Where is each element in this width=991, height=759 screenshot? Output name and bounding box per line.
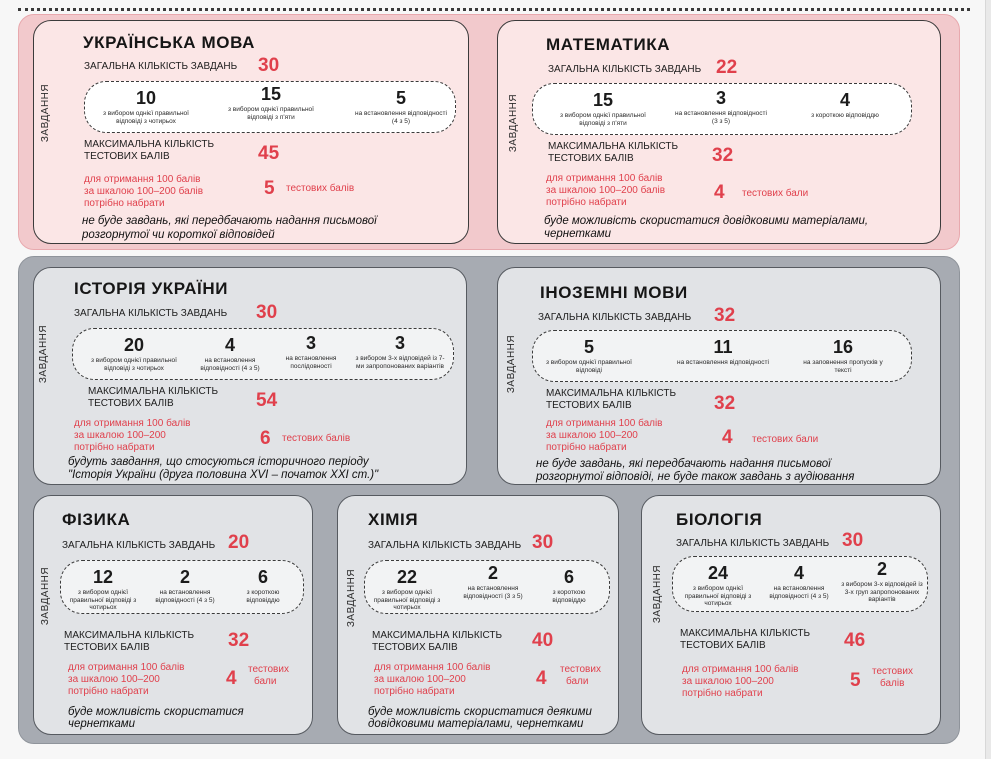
required-points-value: 6 [260, 428, 271, 449]
requirement-line-2: за шкалою 100–200 [682, 676, 774, 687]
note-line-2: "Історія України (друга половина XVI – початок XXI ст.)" [68, 469, 379, 481]
card-title: ФІЗИКА [62, 510, 131, 529]
task-type-item: 24 з вибором однієї правильної відповіді з чотирьох [684, 563, 752, 607]
tasks-vertical-label: ЗАВДАННЯ [506, 334, 517, 394]
required-points-unit: тестових балів [282, 433, 351, 444]
required-points-value: 5 [850, 670, 861, 691]
task-type-item: 11 на встановлення відповідності [677, 337, 769, 366]
total-tasks-value: 32 [714, 305, 736, 326]
max-points-label-1: МАКСИМАЛЬНА КІЛЬКІСТЬ [88, 386, 219, 397]
requirement-line-1: для отримання 100 балів [68, 662, 185, 673]
page-edge [985, 0, 991, 759]
total-tasks-value: 30 [842, 530, 864, 551]
requirement-line-3: потрібно набрати [74, 442, 155, 453]
card-chemistry [337, 495, 619, 735]
card-mathematics [497, 20, 941, 244]
note-line-2: довідковими матеріалами, чернетками [368, 718, 584, 730]
requirement-line-3: потрібно набрати [546, 197, 627, 208]
required-points-unit-1: тестових [872, 666, 913, 677]
total-tasks-label: ЗАГАЛЬНА КІЛЬКІСТЬ ЗАВДАНЬ [538, 312, 692, 323]
max-points-label-1: МАКСИМАЛЬНА КІЛЬКІСТЬ [680, 628, 811, 639]
required-points-unit: тестових балів [286, 183, 355, 194]
required-points-unit-1: тестових [248, 664, 289, 675]
task-type-item: 4 на встановлення відповідності (4 з 5) [769, 563, 829, 600]
required-points-unit: тестових бали [752, 434, 819, 445]
note-line-2: розгорнутої відповіді, не буде також завдань з аудіювання [536, 471, 855, 483]
requirement-line-1: для отримання 100 балів [84, 174, 201, 185]
requirement-line-1: для отримання 100 балів [374, 662, 491, 673]
total-tasks-label: ЗАГАЛЬНА КІЛЬКІСТЬ ЗАВДАНЬ [676, 538, 830, 549]
task-type-item: 3 на встановлення послідовності [285, 333, 337, 370]
task-types-pill [72, 328, 454, 380]
max-points-label-2: ТЕСТОВИХ БАЛІВ [680, 640, 766, 651]
note-line-1: буде можливість скористатися деякими [368, 706, 592, 718]
card-title: БІОЛОГІЯ [676, 510, 763, 529]
task-types-pill [364, 560, 610, 614]
requirement-line-1: для отримання 100 балів [74, 418, 191, 429]
card-history-of-ukraine [33, 267, 467, 485]
max-points-label-2: ТЕСТОВИХ БАЛІВ [548, 153, 634, 164]
total-tasks-value: 22 [716, 57, 738, 78]
card-physics [33, 495, 313, 735]
tasks-vertical-label: ЗАВДАННЯ [38, 324, 49, 384]
tasks-vertical-label: ЗАВДАННЯ [40, 83, 51, 143]
requirement-line-3: потрібно набрати [84, 198, 165, 209]
max-points-label-1: МАКСИМАЛЬНА КІЛЬКІСТЬ [64, 630, 195, 641]
total-tasks-value: 30 [532, 532, 554, 553]
total-tasks-label: ЗАГАЛЬНА КІЛЬКІСТЬ ЗАВДАНЬ [74, 308, 228, 319]
note-line-1: не буде завдань, які передбачають надання письмової [536, 458, 831, 470]
total-tasks-label: ЗАГАЛЬНА КІЛЬКІСТЬ ЗАВДАНЬ [84, 61, 238, 72]
max-points-label-2: ТЕСТОВИХ БАЛІВ [372, 642, 458, 653]
total-tasks-value: 30 [256, 302, 278, 323]
max-points-value: 40 [532, 630, 554, 651]
card-title: ІНОЗЕМНІ МОВИ [540, 283, 688, 302]
task-types-pill [84, 81, 456, 133]
requirement-line-2: за шкалою 100–200 [374, 674, 466, 685]
requirement-line-2: за шкалою 100–200 [68, 674, 160, 685]
max-points-label-1: МАКСИМАЛЬНА КІЛЬКІСТЬ [546, 388, 677, 399]
task-type-item: 5 на встановлення відповідності (4 з 5) [355, 88, 447, 125]
card-title: УКРАЇНСЬКА МОВА [83, 33, 256, 52]
max-points-value: 54 [256, 390, 278, 411]
note-line-2: чернетками [544, 228, 612, 240]
note-line-2: розгорнутої чи короткої відповідей [82, 229, 275, 241]
total-tasks-value: 30 [258, 55, 280, 76]
requirement-line-3: потрібно набрати [374, 686, 455, 697]
required-points-unit-2: бали [254, 676, 277, 687]
tasks-vertical-label: ЗАВДАННЯ [40, 566, 51, 626]
task-types-pill [60, 560, 304, 614]
max-points-label-2: ТЕСТОВИХ БАЛІВ [84, 151, 170, 162]
task-type-item: 22 з вибором однієї правильної відповіді з чотирьох [373, 567, 441, 611]
max-points-value: 32 [714, 393, 736, 414]
task-type-item: 15 з вибором однієї правильної відповіді з п'яти [560, 90, 646, 127]
card-title: МАТЕМАТИКА [546, 35, 671, 54]
task-type-item: 5 з вибором однієї правильної відповіді [546, 337, 632, 374]
max-points-value: 46 [844, 630, 866, 651]
max-points-value: 45 [258, 143, 280, 164]
task-type-item: 6 з короткою відповіддю [552, 567, 586, 604]
total-tasks-label: ЗАГАЛЬНА КІЛЬКІСТЬ ЗАВДАНЬ [62, 540, 216, 551]
note-line-1: не буде завдань, які передбачають надання письмової [82, 215, 377, 227]
max-points-label-1: МАКСИМАЛЬНА КІЛЬКІСТЬ [548, 141, 679, 152]
required-points-value: 4 [722, 427, 733, 448]
requirement-line-2: за шкалою 100–200 [546, 430, 638, 441]
required-points-unit: тестових бали [742, 188, 809, 199]
max-points-value: 32 [228, 630, 250, 651]
note-line-1: буде можливість скористатися [68, 706, 244, 718]
requirement-line-3: потрібно набрати [68, 686, 149, 697]
required-points-unit-2: бали [566, 676, 589, 687]
requirement-line-2: за шкалою 100–200 балів [546, 185, 666, 196]
max-points-label-1: МАКСИМАЛЬНА КІЛЬКІСТЬ [84, 139, 215, 150]
card-title: ХІМІЯ [368, 510, 419, 529]
task-type-item: 15 з вибором однієї правильної відповіді з п'яти [228, 84, 314, 121]
task-type-item: 16 на заповнення пропусків у тексті [803, 337, 883, 374]
required-points-value: 5 [264, 178, 275, 199]
card-ukrainian-language [33, 20, 469, 244]
total-tasks-label: ЗАГАЛЬНА КІЛЬКІСТЬ ЗАВДАНЬ [548, 64, 702, 75]
task-type-item: 10 з вибором однієї правильної відповіді з чотирьох [103, 88, 189, 125]
note-line-2: чернетками [68, 718, 136, 730]
required-points-value: 4 [536, 668, 547, 689]
requirement-line-1: для отримання 100 балів [546, 173, 663, 184]
requirement-line-3: потрібно набрати [682, 688, 763, 699]
task-type-item: 3 з вибором 3-х відповідей із 7-ми запропонованих варіантів [355, 333, 445, 370]
max-points-label-2: ТЕСТОВИХ БАЛІВ [64, 642, 150, 653]
max-points-value: 32 [712, 145, 734, 166]
required-points-unit-1: тестових [560, 664, 601, 675]
task-type-item: 20 з вибором однієї правильної відповіді з чотирьох [91, 335, 177, 372]
tasks-vertical-label: ЗАВДАННЯ [652, 564, 663, 624]
task-types-pill [532, 83, 912, 135]
required-points-unit-2: балів [880, 678, 905, 689]
requirement-line-2: за шкалою 100–200 [74, 430, 166, 441]
task-type-item: 2 на встановлення відповідності (4 з 5) [155, 567, 215, 604]
task-types-pill [532, 330, 912, 382]
task-type-item: 4 з короткою відповіддю [811, 90, 879, 119]
task-type-item: 2 з вибором 3-х відповідей із 3-х груп запропонованих варіантів [841, 559, 923, 603]
task-type-item: 6 з короткою відповіддю [246, 567, 280, 604]
task-type-item: 12 з вибором однієї правильної відповіді з чотирьох [69, 567, 137, 611]
card-foreign-languages [497, 267, 941, 485]
total-tasks-value: 20 [228, 532, 250, 553]
note-line-1: будуть завдання, що стосуються історичного періоду [68, 456, 369, 468]
required-points-value: 4 [714, 182, 725, 203]
total-tasks-label: ЗАГАЛЬНА КІЛЬКІСТЬ ЗАВДАНЬ [368, 540, 522, 551]
max-points-label-1: МАКСИМАЛЬНА КІЛЬКІСТЬ [372, 630, 503, 641]
requirement-line-3: потрібно набрати [546, 442, 627, 453]
tasks-vertical-label: ЗАВДАННЯ [508, 93, 519, 153]
max-points-label-2: ТЕСТОВИХ БАЛІВ [546, 400, 632, 411]
tasks-vertical-label: ЗАВДАННЯ [346, 568, 357, 628]
task-types-pill [672, 556, 928, 612]
max-points-label-2: ТЕСТОВИХ БАЛІВ [88, 398, 174, 409]
requirement-line-1: для отримання 100 балів [546, 418, 663, 429]
task-type-item: 4 на встановлення відповідності (4 з 5) [200, 335, 260, 372]
top-dotted-divider [18, 8, 970, 11]
card-biology [641, 495, 941, 735]
task-type-item: 3 на встановлення відповідності (3 з 5) [675, 88, 767, 125]
required-points-value: 4 [226, 668, 237, 689]
task-type-item: 2 на встановлення відповідності (3 з 5) [463, 563, 523, 600]
requirement-line-2: за шкалою 100–200 балів [84, 186, 204, 197]
note-line-1: буде можливість скористатися довідковими матеріалами, [544, 215, 869, 227]
card-title: ІСТОРІЯ УКРАЇНИ [74, 279, 229, 298]
requirement-line-1: для отримання 100 балів [682, 664, 799, 675]
